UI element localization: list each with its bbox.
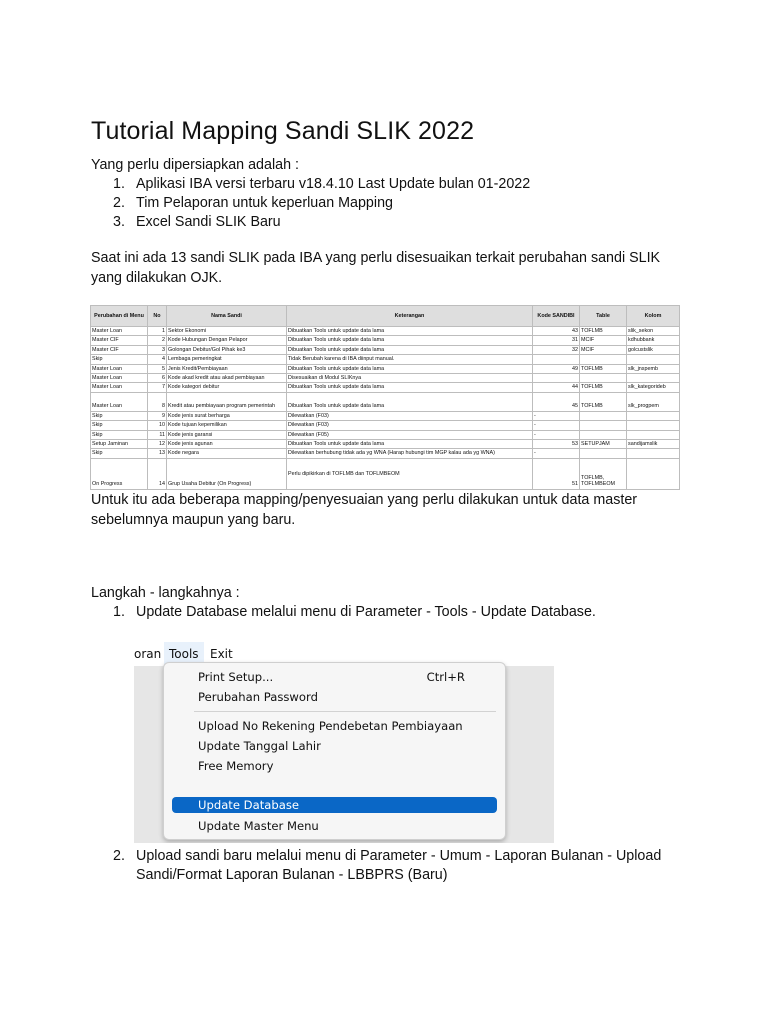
- table-cell: Dilewatkan (F03): [287, 411, 533, 420]
- menu-item-update-tanggal-lahir[interactable]: Update Tanggal Lahir: [198, 739, 321, 753]
- list-item-text: Aplikasi IBA versi terbaru v18.4.10 Last Update bulan 01-2022: [136, 176, 531, 192]
- table-cell: kdhubbank: [627, 336, 680, 345]
- table-cell: On Progress: [91, 458, 148, 489]
- table-cell: [627, 421, 680, 430]
- table-cell: [627, 458, 680, 489]
- header-cell: Perubahan di Menu: [91, 306, 148, 327]
- list-item: [91, 194, 711, 213]
- table-cell: Dilewatkan (F05): [287, 430, 533, 439]
- table-cell: Jenis Kredit/Pembiayaan: [167, 364, 287, 373]
- shortcut-ctrl-r: Ctrl+R: [426, 670, 465, 684]
- table-cell: Skip: [91, 355, 148, 364]
- menu-item-upload-no-rekening[interactable]: Upload No Rekening Pendebetan Pembiayaan: [198, 719, 463, 733]
- menu-screenshot: [134, 642, 554, 843]
- table-cell: Kode jenis surat berharga: [167, 411, 287, 420]
- table-cell: [580, 411, 627, 420]
- table-cell: TOFLMB: [580, 392, 627, 411]
- table-cell: 44: [533, 383, 580, 392]
- table-cell: Golongan Debitur/Gol Pihak ke3: [167, 345, 287, 354]
- table-header-row: [91, 306, 680, 327]
- table-cell: 11: [148, 430, 167, 439]
- table-cell: slk_progpem: [627, 392, 680, 411]
- list-number: 3.: [113, 214, 125, 230]
- menu-laporan[interactable]: oran: [134, 647, 162, 661]
- list-item: [91, 175, 711, 194]
- table-cell: Master Loan: [91, 374, 148, 383]
- table-cell: [580, 430, 627, 439]
- table-cell: 3: [148, 345, 167, 354]
- table-cell: Dibuatkan Tools untuk update data lama: [287, 345, 533, 354]
- table-cell: Dilewatkan berhubung tidak ada yg WNA (Harap hubungi tim MGP kalau ada yg WNA): [287, 449, 533, 458]
- table-cell: Setup Jaminan: [91, 440, 148, 449]
- table-cell: slik_sekon: [627, 327, 680, 336]
- table-cell: Master Loan: [91, 383, 148, 392]
- table-cell: Dibuatkan Tools untuk update data lama: [287, 364, 533, 373]
- table-cell: Kredit atau pembiayaan program pemerintah: [167, 392, 287, 411]
- table-cell: [580, 355, 627, 364]
- table-cell: -: [533, 421, 580, 430]
- list-item-text: Upload sandi baru melalui menu di Parameter - Umum - Laporan Bulanan - Upload Sandi/Format Laporan Bulanan - LBBPRS (Baru): [136, 848, 662, 883]
- table-cell: -: [533, 449, 580, 458]
- table-cell: 12: [148, 440, 167, 449]
- table-row: [91, 421, 680, 430]
- table-cell: TOFLMB: [580, 364, 627, 373]
- table-cell: Dilewatkan (F03): [287, 421, 533, 430]
- table-row: [91, 449, 680, 458]
- table-cell: [533, 355, 580, 364]
- table-row: [91, 374, 680, 383]
- tools-dropdown: [163, 662, 506, 840]
- table-cell: Skip: [91, 411, 148, 420]
- table-cell: 9: [148, 411, 167, 420]
- steps-list-1: [91, 603, 711, 622]
- table-cell: Skip: [91, 449, 148, 458]
- table-cell: Dibuatkan Tools untuk update data lama: [287, 440, 533, 449]
- list-item: [91, 213, 711, 232]
- table-cell: Dibuatkan Tools untuk update data lama: [287, 336, 533, 345]
- table-cell: Skip: [91, 421, 148, 430]
- sandi-slik-table: [90, 305, 680, 490]
- table-cell: Master CIF: [91, 345, 148, 354]
- table-cell: [627, 374, 680, 383]
- table-cell: Sektor Ekonomi: [167, 327, 287, 336]
- table-cell: 14: [148, 458, 167, 489]
- table-cell: 45: [533, 392, 580, 411]
- table-cell: Master CIF: [91, 336, 148, 345]
- menu-exit[interactable]: Exit: [210, 647, 233, 661]
- table-cell: Disesuaikan di Modul SLIKnya: [287, 374, 533, 383]
- table-cell: Master Loan: [91, 392, 148, 411]
- table-row: [91, 411, 680, 420]
- list-item-text: Excel Sandi SLIK Baru: [136, 214, 281, 230]
- list-item-text: Update Database melalui menu di Parameter - Tools - Update Database.: [136, 604, 596, 620]
- table-cell: golcustslik: [627, 345, 680, 354]
- header-cell: No: [148, 306, 167, 327]
- header-cell: Keterangan: [287, 306, 533, 327]
- list-number: 2.: [113, 848, 125, 864]
- table-cell: [627, 355, 680, 364]
- table-cell: 32: [533, 345, 580, 354]
- steps-intro: Langkah - langkahnya :: [91, 585, 240, 601]
- table-cell: -: [533, 411, 580, 420]
- table-cell: Dibuatkan Tools untuk update data lama: [287, 327, 533, 336]
- table-cell: Kode akad kredit atau akad pembiayaan: [167, 374, 287, 383]
- table-cell: slk_kategorideb: [627, 383, 680, 392]
- list-item: [91, 603, 711, 622]
- table-cell: [627, 449, 680, 458]
- sandi-slik-table-image: [90, 305, 679, 490]
- table-cell: 4: [148, 355, 167, 364]
- table-cell: 2: [148, 336, 167, 345]
- table-cell: -: [533, 430, 580, 439]
- table-cell: 49: [533, 364, 580, 373]
- table-cell: 6: [148, 374, 167, 383]
- table-cell: 7: [148, 383, 167, 392]
- table-cell: 13: [148, 449, 167, 458]
- header-cell: Kolom: [627, 306, 680, 327]
- table-cell: MCIF: [580, 345, 627, 354]
- table-cell: MCIF: [580, 336, 627, 345]
- table-cell: Kode jenis garansi: [167, 430, 287, 439]
- table-cell: 8: [148, 392, 167, 411]
- table-cell: sandijamslik: [627, 440, 680, 449]
- table-row: [91, 383, 680, 392]
- table-cell: TOFLMB, TOFLMBEOM: [580, 458, 627, 489]
- table-cell: Kode tujuan kepemilikan: [167, 421, 287, 430]
- table-cell: Master Loan: [91, 364, 148, 373]
- table-row: [91, 364, 680, 373]
- steps-list-2: [91, 847, 711, 885]
- list-number: 1.: [113, 604, 125, 620]
- table-row: [91, 336, 680, 345]
- table-cell: [580, 374, 627, 383]
- table-cell: Dibuatkan Tools untuk update data lama: [287, 392, 533, 411]
- table-cell: [627, 430, 680, 439]
- header-cell: Nama Sandi: [167, 306, 287, 327]
- table-cell: Kode negara: [167, 449, 287, 458]
- table-cell: slk_jnspemb: [627, 364, 680, 373]
- table-cell: Skip: [91, 430, 148, 439]
- table-row: [91, 355, 680, 364]
- table-row: [91, 458, 680, 489]
- table-cell: Master Loan: [91, 327, 148, 336]
- table-cell: [627, 411, 680, 420]
- menu-separator: [194, 711, 496, 712]
- list-item-text: Tim Pelaporan untuk keperluan Mapping: [136, 195, 393, 211]
- table-cell: Lembaga pemeringkat: [167, 355, 287, 364]
- header-cell: Kode SANDIBI: [533, 306, 580, 327]
- table-cell: 51: [533, 458, 580, 489]
- paragraph-mapping: Untuk itu ada beberapa mapping/penyesuaian yang perlu dilakukan untuk data master sebelumnya maupun yang baru.: [91, 492, 638, 528]
- table-row: [91, 430, 680, 439]
- table-cell: 31: [533, 336, 580, 345]
- table-cell: [580, 449, 627, 458]
- header-cell: Table: [580, 306, 627, 327]
- table-cell: [533, 374, 580, 383]
- table-cell: 53: [533, 440, 580, 449]
- table-cell: 43: [533, 327, 580, 336]
- table-row: [91, 440, 680, 449]
- table-row: [91, 345, 680, 354]
- intro-text: Yang perlu dipersiapkan adalah :: [91, 157, 299, 173]
- table-cell: Kode jenis agunan: [167, 440, 287, 449]
- table-cell: TOFLMB: [580, 327, 627, 336]
- menu-item-update-master-menu[interactable]: Update Master Menu: [198, 819, 319, 833]
- paragraph-13-sandi: Saat ini ada 13 sandi SLIK pada IBA yang perlu disesuaikan terkait perubahan sandi SLIK yang dilakukan OJK.: [91, 250, 661, 286]
- table-cell: Kode kategori debitur: [167, 383, 287, 392]
- menu-item-free-memory[interactable]: Free Memory: [198, 759, 274, 773]
- table-cell: Tidak Berubah karena di IBA diinput manual.: [287, 355, 533, 364]
- table-cell: TOFLMB: [580, 383, 627, 392]
- menu-item-update-database[interactable]: Update Database: [198, 798, 299, 812]
- menu-item-print-setup[interactable]: Print Setup...: [198, 670, 274, 684]
- table-row: [91, 327, 680, 336]
- menu-item-perubahan-password[interactable]: Perubahan Password: [198, 690, 318, 704]
- table-cell: Dibuatkan Tools untuk update data lama: [287, 383, 533, 392]
- table-cell: 10: [148, 421, 167, 430]
- list-number: 2.: [113, 195, 125, 211]
- menu-tools[interactable]: Tools: [164, 642, 204, 666]
- table-cell: 1: [148, 327, 167, 336]
- table-cell: [580, 421, 627, 430]
- list-number: 1.: [113, 176, 125, 192]
- page-title: Tutorial Mapping Sandi SLIK 2022: [91, 117, 475, 145]
- table-row: [91, 392, 680, 411]
- table-cell: Grup Usaha Debitur (On Progress): [167, 458, 287, 489]
- table-cell: Perlu dipikirkan di TOFLMB dan TOFLMBEOM: [287, 458, 533, 489]
- prep-list: [91, 175, 711, 232]
- table-cell: SETUPJAM: [580, 440, 627, 449]
- table-cell: Kode Hubungan Dengan Pelapor: [167, 336, 287, 345]
- table-cell: 5: [148, 364, 167, 373]
- list-item: [91, 847, 711, 885]
